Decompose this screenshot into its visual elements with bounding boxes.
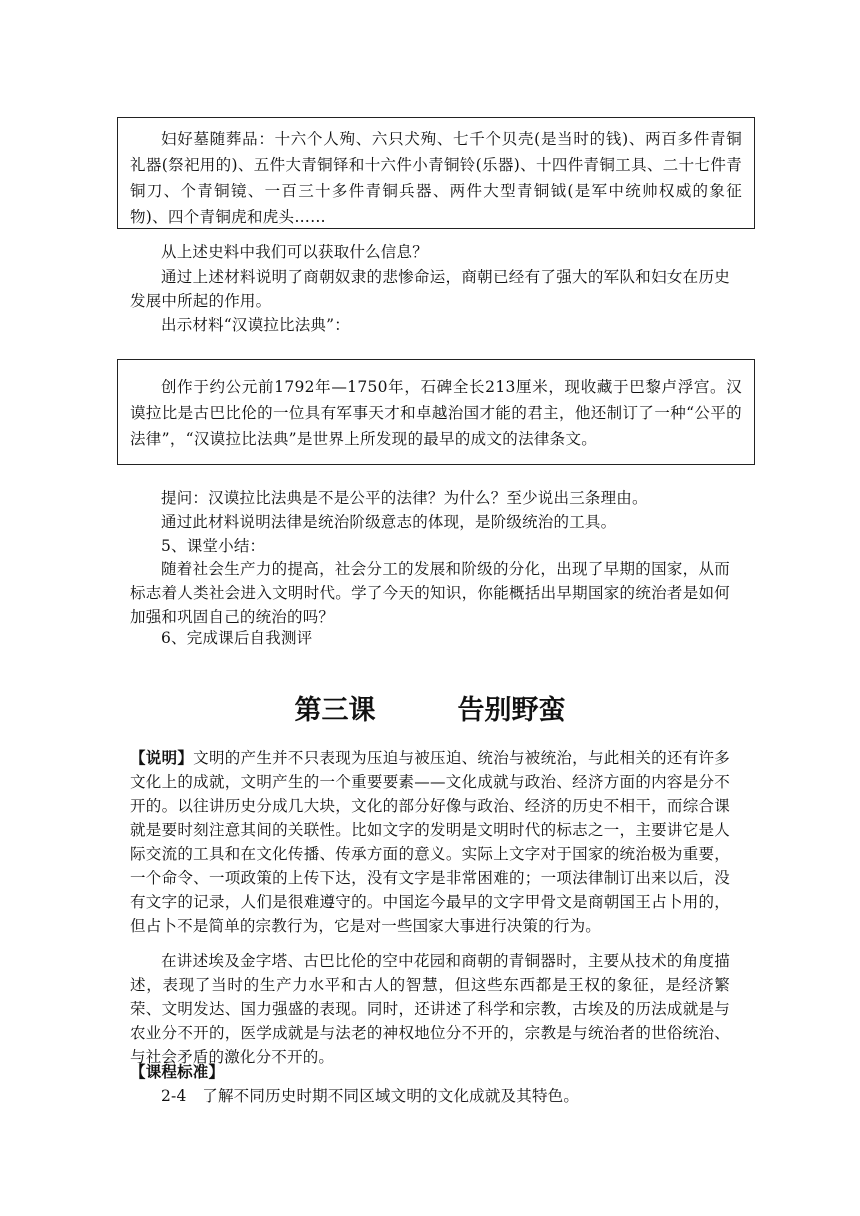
question-paragraph: 提问：汉谟拉比法典是不是公平的法律？为什么？至少说出三条理由。 — [161, 489, 648, 507]
summary-paragraph: 随着社会生产力的提高，社会分工的发展和阶级的分化，出现了早期的国家，从而标志着人类社会进入文明时代。学了今天的知识，你能概括出早期国家的统治者是如何加强和巩固自己的统治的吗？ — [130, 560, 730, 626]
explanation-label: 【说明】 — [130, 749, 194, 767]
material-text: 创作于约公元前1792年—1750年，石碑全长213厘米，现收藏于巴黎卢浮宫。汉谟拉比是古巴比伦的一位具有军事天才和卓越治国才能的君主，他还制订了一种“公平的法律”，“汉谟拉比法典”是世界上所发现的最早的成文的法律条文。 — [130, 378, 742, 448]
material-box-fuhao-tomb — [117, 117, 755, 229]
explanation-text: 文明的产生并不只表现为压迫与被压迫、统治与被统治，与此相关的还有许多文化上的成就，文明产生的一个重要要素——文化成就与政治、经济方面的内容是分不开的。以往讲历史分成几大块，文化的部分好像与政治、经济的历史不相干，而综合课就是要时刻注意其间的关联性。比如文字的发明是文明时代的标志之一，主要讲它是人际交流的工具和在文化传播、传承方面的意义。实际上文字对于国家的统治极为重要，一个命令、一项政策的上传下达，没有文字是非常困难的；一项法律制订出来以后，没有文字的记录，人们是很难遵守的。中国迄今最早的文字甲骨文是商朝国王占卜用的，但占卜不是简单的宗教行为，它是对一些国家大事进行决策的行为。 — [130, 749, 730, 935]
answer-paragraph: 通过此材料说明法律是统治阶级意志的体现，是阶级统治的工具。 — [161, 513, 617, 531]
material-box-hammurabi — [117, 359, 755, 465]
item-six: 6、完成课后自我测评 — [161, 629, 313, 647]
explanation-paragraph-2: 在讲述埃及金字塔、古巴比伦的空中花园和商朝的青铜器时，主要从技术的角度描述，表现了当时的生产力水平和古人的智慧，但这些东西都是王权的象征，是经济繁荣、文明发达、国力强盛的表现。同时，还讲述了科学和宗教，古埃及的历法成就是与农业分不开的，医学成就是与法老的神权地位分不开的，宗教是与统治者的世俗统治、与社会矛盾的激化分不开的。 — [130, 952, 730, 1066]
explanation-paragraph — [130, 746, 730, 938]
answer-paragraph: 通过上述材料说明了商朝奴隶的悲惨命运，商朝已经有了强大的军队和妇女在历史发展中所起的作用。 — [130, 268, 730, 310]
summary-heading: 5、课堂小结： — [161, 537, 266, 555]
lesson-name: 告别野蛮 — [457, 695, 566, 726]
material-text: 妇好墓随葬品：十六个人殉、六只犬殉、七千个贝壳(是当时的钱)、两百多件青铜礼器(祭祀用的)、五件大青铜铎和十六件小青铜铃(乐器)、十四件青铜工具、二十七件青铜刀、个青铜镜、一百三十多件青铜兵器、两件大型青铜钺(是军中统帅权威的象征物)、四个青铜虎和虎头…… — [130, 130, 742, 226]
standard-heading — [130, 1060, 730, 1084]
question-paragraph: 从上述史料中我们可以获取什么信息？ — [161, 243, 428, 261]
lesson-title — [0, 688, 860, 727]
show-material-line: 出示材料“汉谟拉比法典”： — [161, 316, 350, 334]
lesson-number: 第三课 — [294, 695, 376, 726]
standard-label: 【课程标准】 — [130, 1063, 225, 1081]
standard-paragraph: 2-4 了解不同历史时期不同区域文明的文化成就及其特色。 — [161, 1087, 580, 1105]
